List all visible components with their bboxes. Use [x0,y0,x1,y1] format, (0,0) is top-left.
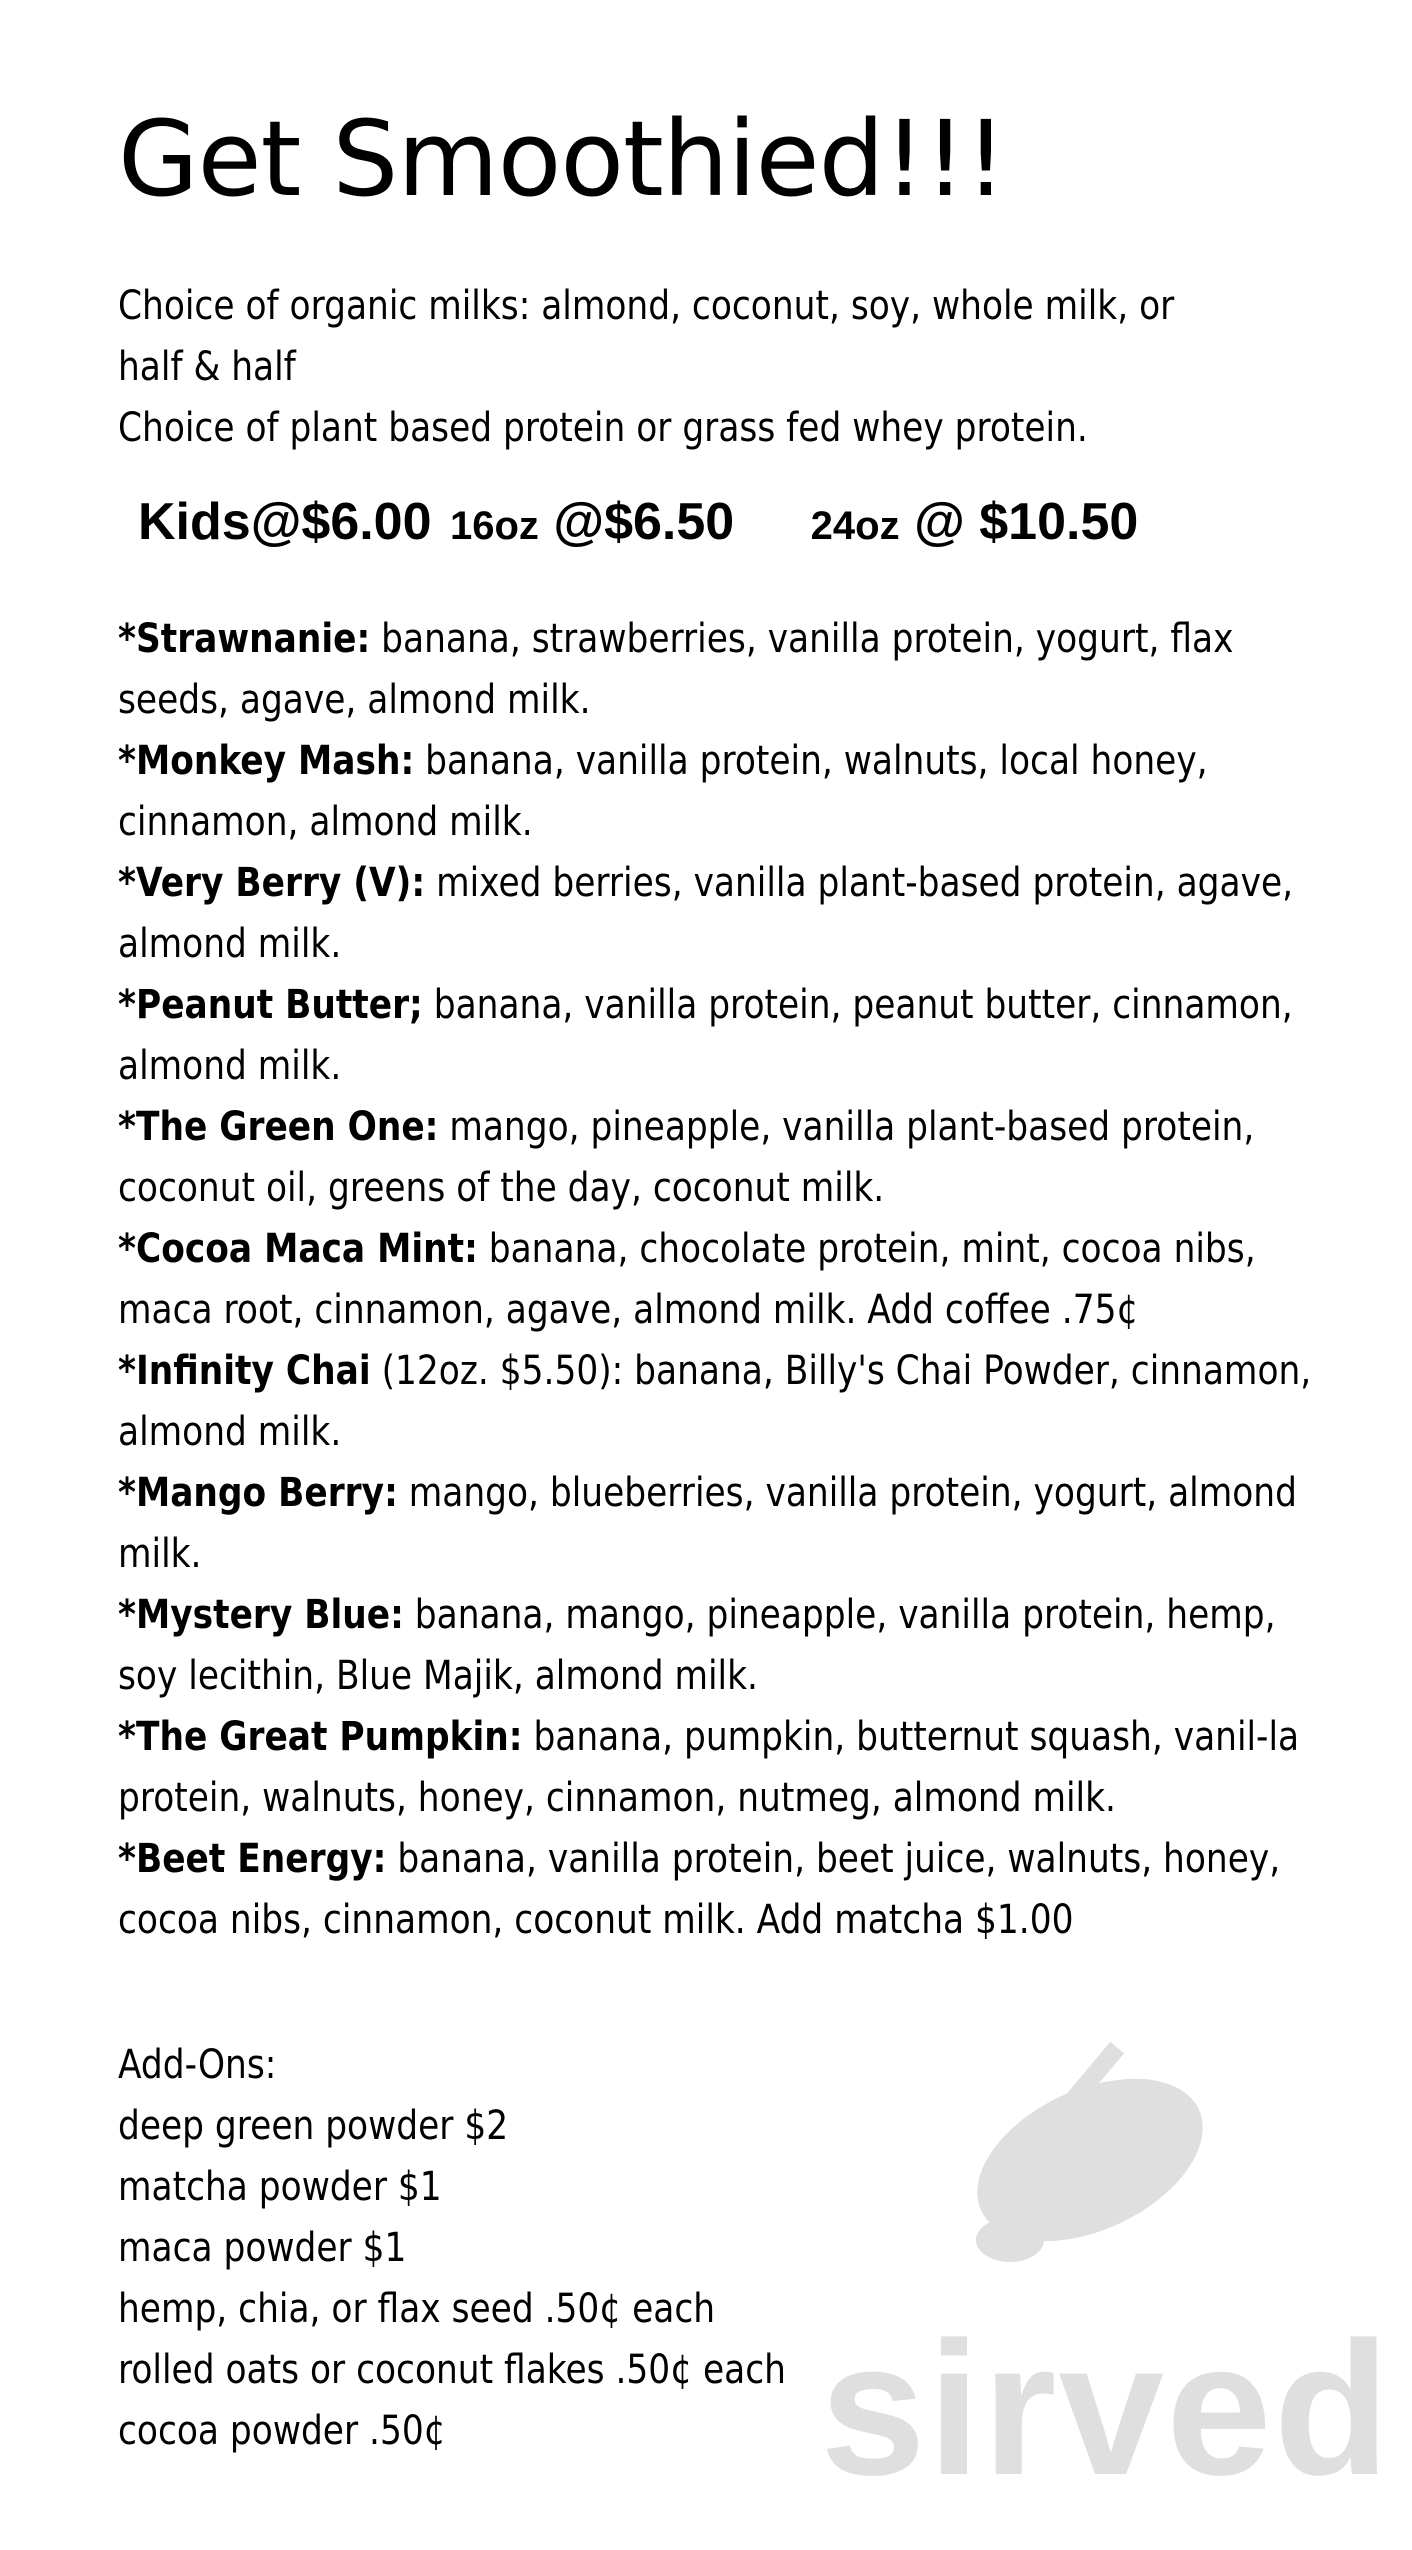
menu-item [118,975,1339,1097]
menu-item [118,1341,1339,1463]
menu-item-desc: banana, vanilla protein, beet juice, walnuts, honey, cocoa nibs, cinnamon, coconut milk. Add matcha $1.00 [118,1835,1281,1943]
menu-item-desc: mango, pineapple, vanilla plant-based protein, coconut oil, greens of the day, coconut milk. [118,1103,1255,1211]
intro-text [118,276,1305,459]
menu-item [118,1585,1339,1707]
menu-page [118,100,1358,1951]
menu-item-name: *Mango Berry: [118,1469,398,1516]
kids-label: Kids [138,492,251,551]
size-16oz-label: 16oz [449,503,539,548]
menu-item-name: *The Great Pumpkin: [118,1713,523,1760]
add-on-item: cocoa powder .50¢ [118,2408,446,2454]
intro-line: Choice of organic milks: almond, coconut, soy, whole milk, or [118,282,1175,329]
menu-item [118,853,1339,975]
watermark-text: sirved [820,2303,1392,2515]
menu-item [118,609,1339,731]
menu-item-desc: banana, chocolate protein, mint, cocoa nibs, maca root, cinnamon, agave, almond milk. Add coffee .75¢ [118,1225,1256,1333]
price-sizes [138,491,1358,553]
page-title: Get Smoothied!!! [118,98,1006,220]
menu-item-name: *Strawnanie: [118,615,371,662]
add-on-item: matcha powder $1 [118,2164,442,2210]
menu-item [118,731,1339,853]
menu-item-desc: (12oz. $5.50): banana, Billy's Chai Powder, cinnamon, almond milk. [118,1347,1312,1455]
menu-item-desc: banana, vanilla protein, walnuts, local honey, cinnamon, almond milk. [118,737,1208,845]
menu-item-name: *Monkey Mash: [118,737,415,784]
add-ons-heading: Add-Ons: [118,2042,277,2088]
menu-item [118,1463,1339,1585]
menu-item-name: *Very Berry (V): [118,859,426,906]
smoothie-menu [118,609,1339,1951]
add-on-item: maca powder $1 [118,2225,407,2271]
menu-item [118,1829,1339,1951]
menu-item-name: *Mystery Blue: [118,1591,404,1638]
menu-item-desc: banana, mango, pineapple, vanilla protein, hemp, soy lecithin, Blue Majik, almond milk. [118,1591,1276,1699]
menu-item-desc: mango, blueberries, vanilla protein, yogurt, almond milk. [118,1469,1297,1577]
menu-item-desc: mixed berries, vanilla plant-based protein, agave, almond milk. [118,859,1294,967]
menu-item [118,1707,1339,1829]
intro-line: half & half [118,343,296,390]
menu-item-desc: banana, pumpkin, butternut squash, vanil-la protein, walnuts, honey, cinnamon, nutmeg, almond milk. [118,1713,1300,1821]
menu-item-desc: banana, vanilla protein, peanut butter, cinnamon, almond milk. [118,981,1293,1089]
size-24oz-price: $10.50 [979,492,1139,551]
add-on-item: rolled oats or coconut flakes .50¢ each [118,2347,786,2393]
size-16oz-price: @$6.50 [553,492,735,551]
add-on-item: hemp, chia, or flax seed .50¢ each [118,2286,716,2332]
menu-item-name: *Infinity Chai [118,1347,371,1394]
size-24oz-label: 24oz [810,503,900,548]
menu-item-desc: banana, strawberries, vanilla protein, yogurt, flax seeds, agave, almond milk. [118,615,1234,723]
menu-item-name: *The Green One: [118,1103,439,1150]
kids-price: @$6.00 [250,492,432,551]
menu-item [118,1219,1339,1341]
add-ons-section [118,2035,1064,2462]
size-24oz-at: @ [914,492,965,551]
add-on-item: deep green powder $2 [118,2103,509,2149]
menu-item [118,1097,1339,1219]
menu-item-name: *Cocoa Maca Mint: [118,1225,478,1272]
menu-item-name: *Beet Energy: [118,1835,387,1882]
intro-line: Choice of plant based protein or grass fed whey protein. [118,404,1088,451]
menu-item-name: *Peanut Butter; [118,981,423,1028]
